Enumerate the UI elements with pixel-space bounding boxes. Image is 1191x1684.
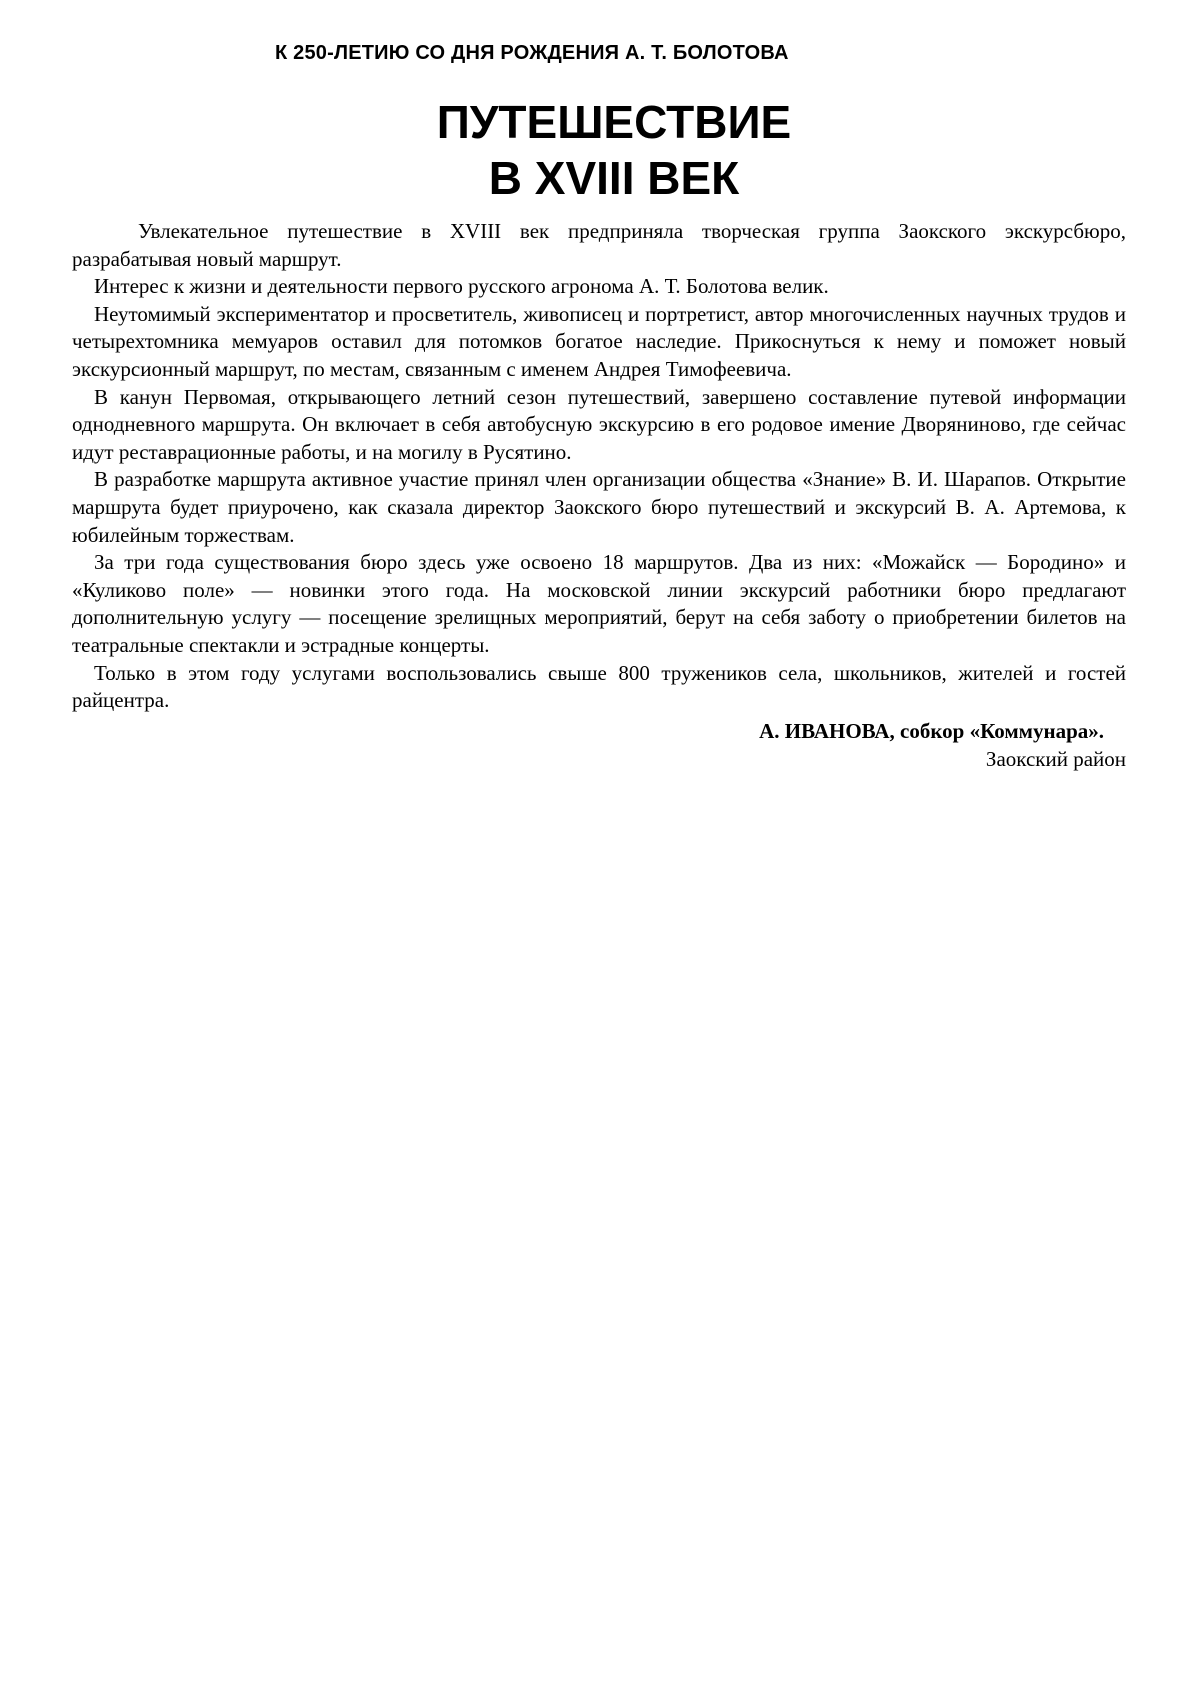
article-headline	[72, 94, 1126, 206]
headline-line-1: ПУТЕШЕСТВИЕ	[436, 96, 792, 148]
article-body	[72, 218, 1126, 715]
paragraph-7: Только в этом году услугами воспользовались свыше 800 тружеников села, школьников, жителей и гостей райцентра.	[72, 660, 1126, 713]
article-kicker: К 250-ЛЕТИЮ СО ДНЯ РОЖДЕНИЯ А. Т. БОЛОТОВА	[275, 42, 789, 64]
article-signature	[72, 717, 1126, 773]
paragraph-5: В разработке маршрута активное участие принял член организации общества «Знание» В. И. Шарапов. Открытие маршрута будет приурочено, как сказала директор Заокского бюро путешествий и экскурсий В. А. Артемова, к юбилейным торжествам.	[72, 467, 1126, 547]
paragraph-1: Увлекательное путешествие в XVIII век предприняла творческая группа Заокского экскурсбюро, разрабатывая новый маршрут.	[72, 219, 1126, 271]
paragraph-6: За три года существования бюро здесь уже освоено 18 маршрутов. Два из них: «Можайск — Бородино» и «Куликово поле» — новинки этого года. На московской линии экскурсий работники бюро предлагают дополнительную услугу — посещение зрелищных мероприятий, берут на себя заботу о приобретении билетов на театральные спектакли и эстрадные концерты.	[72, 550, 1126, 657]
paragraph-2: Интерес к жизни и деятельности первого русского агронома А. Т. Болотова велик.	[94, 274, 829, 299]
signature-author: А. ИВАНОВА, собкор «Коммунара».	[759, 718, 1104, 743]
headline-line-2: В XVIII ВЕК	[488, 152, 740, 204]
document-page	[72, 38, 1126, 773]
paragraph-3: Неутомимый экспериментатор и просветитель, живописец и портретист, автор многочисленных научных трудов и четырехтомника мемуаров оставил для потомков богатое наследие. Прикоснуться к нему и поможет новый экскурсионный маршрут, по местам, связанным с именем Андрея Тимофеевича.	[72, 301, 1126, 381]
paragraph-4: В канун Первомая, открывающего летний сезон путешествий, завершено составление путевой информации однодневного маршрута. Он включает в себя автобусную экскурсию в его родовое имение Дворяниново, где сейчас идут реставрационные работы, и на могилу в Русятино.	[72, 384, 1126, 464]
signature-place: Заокский район	[985, 746, 1126, 771]
